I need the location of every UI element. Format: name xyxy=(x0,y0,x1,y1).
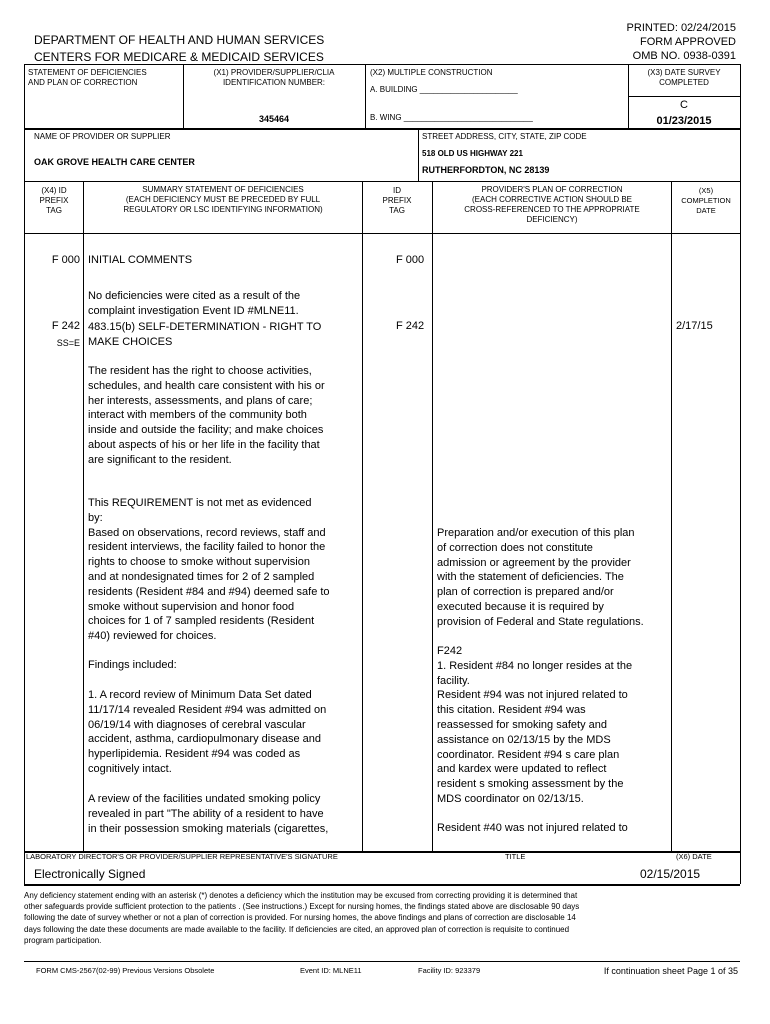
form-approved: FORM APPROVED xyxy=(640,36,736,48)
date-survey-value: 01/23/2015 xyxy=(656,115,712,127)
date-survey-label: (X3) DATE SURVEY COMPLETED xyxy=(647,68,721,87)
rule xyxy=(24,233,740,234)
id-tag-f000: F 000 xyxy=(396,254,425,266)
printed-date: PRINTED: 02/24/2015 xyxy=(626,22,736,34)
signature-date-label: (X6) DATE xyxy=(676,852,712,861)
id-tag-f242: F 242 xyxy=(396,320,425,332)
signature-label: LABORATORY DIRECTOR'S OR PROVIDER/SUPPLIER REPRESENTATIVE'S SIGNATURE xyxy=(26,852,338,861)
rule xyxy=(24,64,740,65)
scope-severity: SS=E xyxy=(56,338,80,348)
rule xyxy=(432,181,433,851)
centers-title: CENTERS FOR MEDICARE & MEDICAID SERVICES xyxy=(34,50,324,64)
provider-id-label: (X1) PROVIDER/SUPPLIER/CLIA IDENTIFICATION NUMBER: xyxy=(213,68,335,87)
summary-smoking-policy: A review of the facilities undated smoking policy revealed in part "The ability of a resident to have in their possession smoking materials (cigarettes, xyxy=(88,793,329,835)
department-title: DEPARTMENT OF HEALTH AND HUMAN SERVICES xyxy=(34,33,325,47)
provider-name-label: NAME OF PROVIDER OR SUPPLIER xyxy=(34,132,171,141)
address-label: STREET ADDRESS, CITY, STATE, ZIP CODE xyxy=(422,132,587,141)
signature-value: Electronically Signed xyxy=(34,867,146,881)
summary-column-header: SUMMARY STATEMENT OF DEFICIENCIES (EACH DEFICIENCY MUST BE PRECEDED BY FULL REGULATORY OR LSC IDENTIFYING INFORMATION) xyxy=(123,185,323,214)
building-field: A. BUILDING ______________________ xyxy=(370,85,518,94)
summary-regulation-text: The resident has the right to choose activities, schedules, and health care consistent with his or her interests, assessments, and plans of care; interact with members of the community both inside and outside the facility; and make choices about aspects of his or her life in the facility that are significant to the resident. xyxy=(88,365,325,466)
x5-column-header: (X5) COMPLETION DATE xyxy=(681,186,731,215)
plan-disclaimer: Preparation and/or execution of this plan of correction does not constitute admission or agreement by the provider with the statement of deficiencies. The plan of correction is prepared and/or executed because it is required by provision of Federal and State regulations. xyxy=(437,527,644,628)
signature-date: 02/15/2015 xyxy=(640,867,701,881)
provider-id-value: 345464 xyxy=(258,114,290,124)
plan-resident-40: Resident #40 was not injured related to xyxy=(437,822,628,834)
provider-name: OAK GROVE HEALTH CARE CENTER xyxy=(34,157,195,167)
tag-f000: F 000 xyxy=(51,254,80,266)
summary-findings-label: Findings included: xyxy=(88,659,177,671)
rule xyxy=(183,64,184,128)
rule xyxy=(24,181,740,182)
rule xyxy=(365,64,366,128)
rule xyxy=(418,128,419,181)
omb-number: OMB NO. 0938-0391 xyxy=(632,50,736,62)
plan-column-header: PROVIDER'S PLAN OF CORRECTION (EACH CORRECTIVE ACTION SHOULD BE CROSS-REFERENCED TO THE APPROPRIATE DEFICIENCY) xyxy=(464,185,640,224)
rule xyxy=(24,961,740,962)
rule xyxy=(24,884,740,886)
plan-f242: F242 1. Resident #84 no longer resides at the facility. Resident #94 was not injured related to this citation. Resident #94 was reassessed for smoking safety and assistance on 02/13/15 by the MDS coordinator. Resident #94 s care plan and kardex were updated to reflect resident s smoking assessment by the MDS coordinator on 02/13/15. xyxy=(437,645,633,805)
rule xyxy=(671,181,672,851)
rule xyxy=(362,181,363,851)
page-indicator: If continuation sheet Page 1 of 35 xyxy=(603,966,738,976)
wing-field: B. WING _____________________________ xyxy=(370,113,533,122)
id-column-header: ID PREFIX TAG xyxy=(382,186,412,215)
rule xyxy=(83,181,84,851)
form-number: FORM CMS-2567(02-99) Previous Versions Obsolete xyxy=(36,966,215,975)
event-id: Event ID: MLNE11 xyxy=(300,966,362,975)
summary-finding-1: 1. A record review of Minimum Data Set dated 11/17/14 revealed Resident #94 was admitted on 06/19/14 with diagnoses of cerebral vascular accident, asthma, cardiopulmonary disease and hyperlipidemia. Resident #94 was coded as cognitively intact. xyxy=(88,689,327,775)
summary-initial-comments: INITIAL COMMENTS xyxy=(88,254,193,266)
title-label: TITLE xyxy=(505,852,526,861)
rule xyxy=(24,128,740,130)
tag-f242: F 242 xyxy=(51,320,80,332)
rule xyxy=(740,64,741,884)
statement-label: STATEMENT OF DEFICIENCIES AND PLAN OF CORRECTION xyxy=(28,68,147,87)
summary-no-deficiencies: No deficiencies were cited as a result of the complaint investigation Event ID #MLNE11. xyxy=(88,290,301,317)
rule xyxy=(628,96,740,97)
x4-column-header: (X4) ID PREFIX TAG xyxy=(39,186,69,215)
disclosure-footnote: Any deficiency statement ending with an asterisk (*) denotes a deficiency which the institution may be excused from correcting providing it is determined that other safeguards provide sufficient protection to the patients . (See instructions.) Except for nursing homes, the findings stated above are disclosable 90 days following the date of survey whether or not a plan of correction is provided. For nursing homes, the above findings and plans of correction are disclosable 14 days following the date these documents are made available to the facility. If deficiencies are cited, an approved plan of correction is requisite to continued program participation. xyxy=(24,891,580,945)
completion-date: 2/17/15 xyxy=(676,320,713,332)
date-survey-code: C xyxy=(680,99,688,111)
facility-id: Facility ID: 923379 xyxy=(418,966,481,975)
summary-regulation-title: 483.15(b) SELF-DETERMINATION - RIGHT TO MAKE CHOICES xyxy=(88,321,322,348)
street-address: 518 OLD US HIGHWAY 221 xyxy=(422,149,523,158)
multiple-construction-label: (X2) MULTIPLE CONSTRUCTION xyxy=(370,68,493,77)
rule xyxy=(24,64,25,884)
city-state-zip: RUTHERFORDTON, NC 28139 xyxy=(422,165,550,175)
summary-requirement: This REQUIREMENT is not met as evidenced by: Based on observations, record reviews, staff and resident interviews, the facility failed to honor the rights to choose to smoke without supervision and at nondesignated times for 2 of 2 sampled residents (Resident #84 and #94) deemed safe to smoke without supervision and honor food choices for 1 of 7 sampled residents (Resident #40) reviewed for choices. xyxy=(88,497,330,643)
